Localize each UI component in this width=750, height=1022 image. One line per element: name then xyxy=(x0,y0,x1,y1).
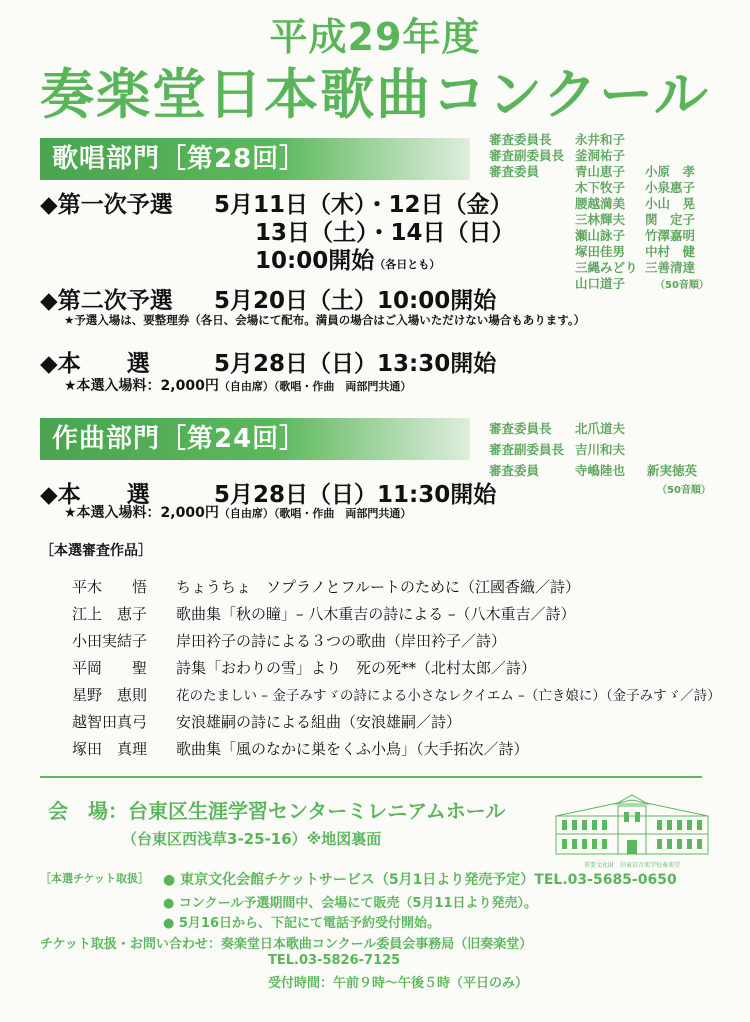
work-item: 越智田真弓 安浪雄嗣の詩による組曲（安浪雄嗣／詩） xyxy=(72,713,462,731)
concert-hall-illustration xyxy=(552,794,712,869)
second-prelim-note: ★予選入場は、要整理券（各日、会場にて配布。満員の場合はご入場いただけない場合もあります。） xyxy=(64,313,586,327)
composition-section-label: 作曲部門［第24回］ xyxy=(52,424,307,454)
work-item: 星野 恵則 花のたましい – 金子みすゞの詩による小さなレクイエム –（亡き娘に）（金子みすゞ／詩） xyxy=(72,686,721,704)
works-heading: ［本選審査作品］ xyxy=(40,543,152,559)
vocal-section-label: 歌唱部門［第28回］ xyxy=(52,144,307,174)
venue-line: 会 場：台東区生涯学習センターミレニアムホール xyxy=(48,799,506,823)
ticket-line-1: ● 東京文化会館チケットサービス（5月1日より発売予定）TEL.03-5685-0650 xyxy=(163,872,677,888)
first-prelim-time: 10:00開始（各日とも） xyxy=(255,248,441,274)
contact-label: チケット取扱・お問い合わせ：奏楽堂日本歌曲コンクール委員会事務局（旧奏楽堂） xyxy=(40,937,533,952)
work-item: 平木 悟 ちょうちょ ソプラノとフルートのために（江國香織／詩） xyxy=(72,578,580,596)
tickets-block xyxy=(40,870,149,886)
work-item: 小田実結子 岸田衿子の詩による３つの歌曲（岸田衿子／詩） xyxy=(72,632,507,650)
section-divider xyxy=(40,776,702,778)
first-prelim-dates2: 13日（土）・14日（日） xyxy=(255,220,515,246)
composition-section-band xyxy=(40,418,470,460)
composition-final-date: 5月28日（日）11:30開始 xyxy=(214,482,497,508)
building-icon xyxy=(552,794,712,856)
work-item: 江上 恵子 歌曲集「秋の瞳」– 八木重吉の詩による –（八木重吉／詩） xyxy=(72,605,576,623)
year-title: 平成29年度 xyxy=(269,15,481,59)
second-prelim-name: ◆第二次予選 xyxy=(40,288,173,314)
first-prelim-name: ◆第一次予選 xyxy=(40,192,173,218)
tickets-label: ［本選チケット取扱］ xyxy=(40,872,150,885)
work-item: 塚田 真理 歌曲集「風のなかに巣をくふ小鳥」（大手拓次／詩） xyxy=(72,740,529,758)
ticket-line-2: ● コンクール予選期間中、会場にて販売（5月11日より発売）。 xyxy=(163,896,537,911)
contact-hours: 受付時間：午前９時～午後５時（平日のみ） xyxy=(268,976,529,991)
composition-final-fee: ★本選入場料：2,000円（自由席）（歌唱・作曲 両部門共通） xyxy=(64,505,412,521)
ticket-line-3: ● 5月16日から、下記にて電話予約受付開始。 xyxy=(163,916,441,931)
composition-final-name: ◆本 選 xyxy=(40,482,150,508)
vocal-final-fee: ★本選入場料：2,000円（自由席）（歌唱・作曲 両部門共通） xyxy=(64,378,412,394)
contact-tel: TEL.03-5826-7125 xyxy=(268,953,401,968)
vocal-section-band xyxy=(40,138,470,180)
main-title: 奏楽堂日本歌曲コンクール xyxy=(40,63,710,126)
building-caption: 重要文化財 旧東京音楽学校奏楽堂 xyxy=(583,862,680,869)
first-prelim-dates1: 5月11日（木）・12日（金） xyxy=(214,192,513,218)
vocal-final-name: ◆本 選 xyxy=(40,351,150,377)
second-prelim-date: 5月20日（土）10:00開始 xyxy=(214,288,497,314)
work-item: 平岡 聖 詩集「おわりの雪」より 死の死**（北村太郎／詩） xyxy=(72,659,537,677)
venue-address: （台東区西浅草3-25-16）※地図裏面 xyxy=(122,830,382,848)
vocal-final-date: 5月28日（日）13:30開始 xyxy=(214,351,497,377)
